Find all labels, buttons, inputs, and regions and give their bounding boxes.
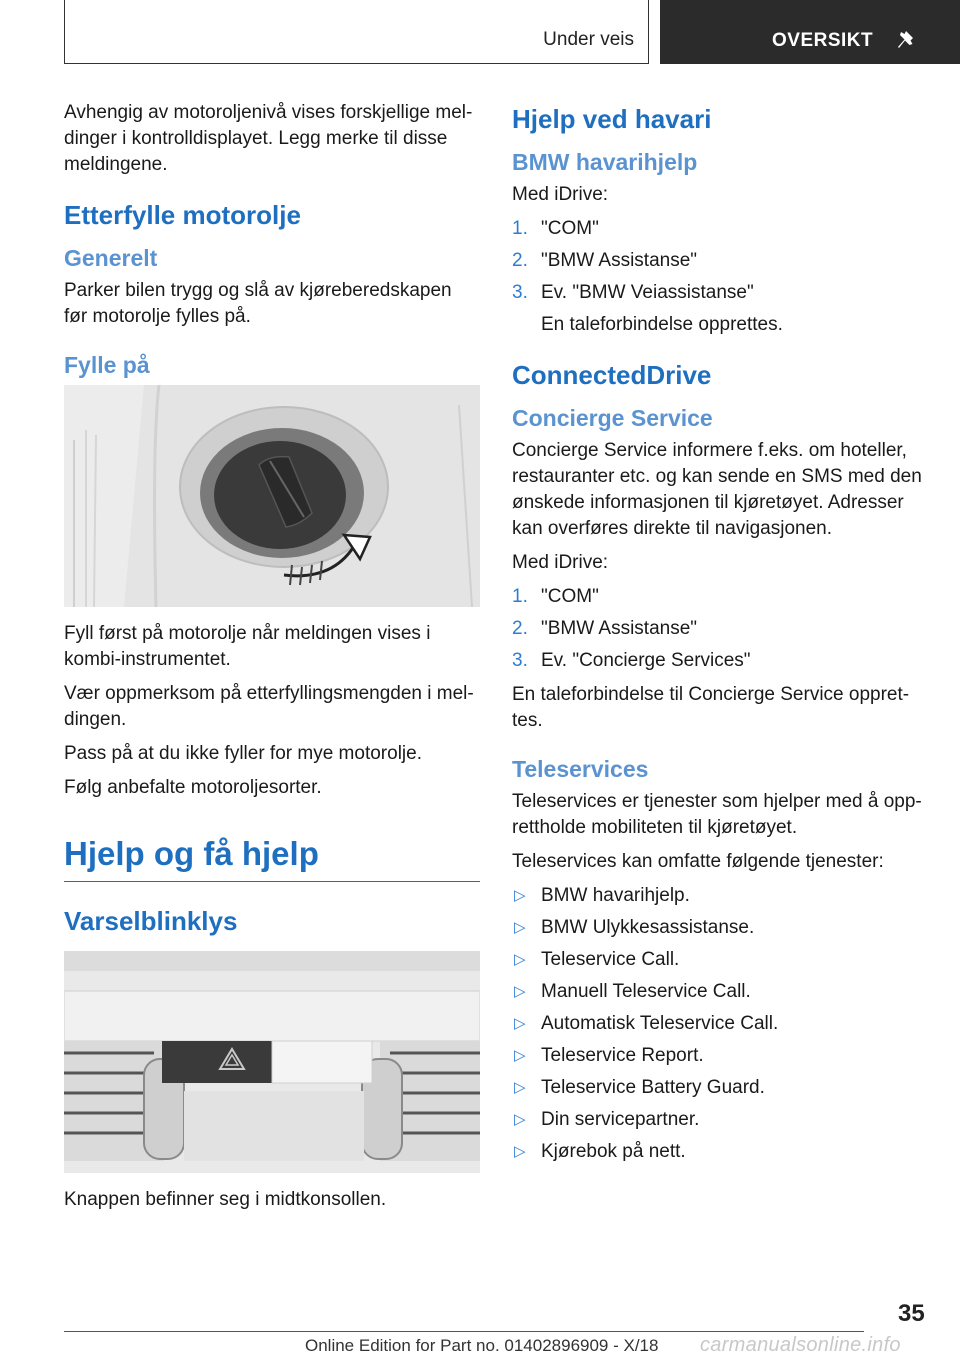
bullet-triangle-icon: ▷	[514, 919, 526, 936]
pin-icon	[896, 28, 922, 54]
list-item: 3. Ev. "BMW Veiassistanse" En taleforbindelse opprettes.	[512, 280, 928, 338]
fylle-text-2: Vær oppmerksom på etterfyllingsmengden i mel-dingen.	[64, 683, 474, 730]
list-item: ▷ BMW havarihjelp.	[512, 883, 928, 909]
list-item: ▷ Teleservice Report.	[512, 1043, 928, 1069]
list-item: ▷ BMW Ulykkesassistanse.	[512, 915, 928, 941]
step-sub-text: En taleforbindelse opprettes.	[541, 314, 783, 335]
tele-text-1: Teleservices er tjenester som hjelper med å opp-rettholde mobiliteten til kjøretøyet.	[512, 791, 922, 838]
heading-connecteddrive: ConnectedDrive	[512, 360, 712, 390]
fylle-text-1: Fyll først på motorolje når meldingen vises i kombi-instrumentet.	[64, 623, 431, 670]
hazard-button-figure	[64, 951, 480, 1173]
bullet-triangle-icon: ▷	[514, 1143, 526, 1160]
header-section-box	[64, 0, 649, 64]
teleservices-list	[512, 883, 928, 1165]
page-number: 35	[898, 1300, 925, 1327]
bullet-triangle-icon: ▷	[514, 1015, 526, 1032]
heading-hjelp: Hjelp og få hjelp	[64, 835, 480, 882]
intro-text: Avhengig av motoroljenivå vises forskjellige mel-dinger i kontrolldisplayet. Legg merke til disse meldingene.	[64, 102, 473, 175]
list-item: 2. "BMW Assistanse"	[512, 618, 698, 639]
med-idrive-2: Med iDrive:	[512, 552, 609, 573]
list-item: 1. "COM"	[512, 586, 599, 607]
concierge-text: Concierge Service informere f.eks. om hoteller, restauranter etc. og kan sende en SMS med den ønskede informasjonen til kjøretøyet. Adresser kan overføres direkte til navigasjonen.	[512, 440, 922, 539]
right-column	[512, 100, 928, 1173]
watermark-text: carmanualsonline.info	[700, 1334, 901, 1356]
list-item: 1. "COM"	[512, 218, 599, 239]
med-idrive-1: Med iDrive:	[512, 184, 609, 205]
heading-teleservices: Teleservices	[512, 756, 649, 782]
header-chapter-label: OVERSIKT	[772, 30, 874, 51]
list-item: 2. "BMW Assistanse"	[512, 250, 698, 271]
fylle-text-3: Pass på at du ikke fyller for mye motorolje.	[64, 743, 422, 764]
concierge-result: En taleforbindelse til Concierge Service oppret-tes.	[512, 684, 910, 731]
heading-bmw-havarihjelp: BMW havarihjelp	[512, 149, 698, 175]
steps-list-1	[512, 216, 928, 338]
footer-divider	[64, 1331, 864, 1332]
steps-list-2	[512, 584, 928, 674]
tele-text-2: Teleservices kan omfatte følgende tjenester:	[512, 851, 884, 872]
bullet-triangle-icon: ▷	[514, 1111, 526, 1128]
footer-edition-text: Online Edition for Part no. 01402896909 - X/18	[305, 1336, 659, 1355]
list-item: ▷ Manuell Teleservice Call.	[512, 979, 928, 1005]
oil-cap-illustration	[64, 385, 480, 607]
oil-cap-figure	[64, 385, 480, 607]
bullet-triangle-icon: ▷	[514, 983, 526, 1000]
list-item: ▷ Automatisk Teleservice Call.	[512, 1011, 928, 1037]
list-item: 3. Ev. "Concierge Services"	[512, 650, 751, 671]
heading-concierge: Concierge Service	[512, 405, 713, 431]
bullet-triangle-icon: ▷	[514, 887, 526, 904]
left-column	[64, 100, 480, 1221]
generelt-text: Parker bilen trygg og slå av kjøreberedskapen før motorolje fylles på.	[64, 280, 452, 327]
list-item: ▷ Teleservice Call.	[512, 947, 928, 973]
heading-varselblinklys: Varselblinklys	[64, 906, 238, 936]
list-item: ▷ Din servicepartner.	[512, 1107, 928, 1133]
list-item: ▷ Kjørebok på nett.	[512, 1139, 928, 1165]
heading-etterfylle: Etterfylle motorolje	[64, 200, 301, 230]
bullet-triangle-icon: ▷	[514, 1079, 526, 1096]
varsel-caption: Knappen befinner seg i midtkonsollen.	[64, 1189, 387, 1210]
heading-generelt: Generelt	[64, 245, 158, 271]
bullet-triangle-icon: ▷	[514, 951, 526, 968]
bullet-triangle-icon: ▷	[514, 1047, 526, 1064]
hazard-button-illustration	[64, 951, 480, 1173]
heading-havari: Hjelp ved havari	[512, 104, 712, 134]
list-item: ▷ Teleservice Battery Guard.	[512, 1075, 928, 1101]
header-chapter-tab[interactable]	[660, 0, 960, 64]
heading-fylle: Fylle på	[64, 352, 150, 378]
header-section-label: Under veis	[543, 29, 634, 50]
fylle-text-4: Følg anbefalte motoroljesorter.	[64, 777, 322, 798]
